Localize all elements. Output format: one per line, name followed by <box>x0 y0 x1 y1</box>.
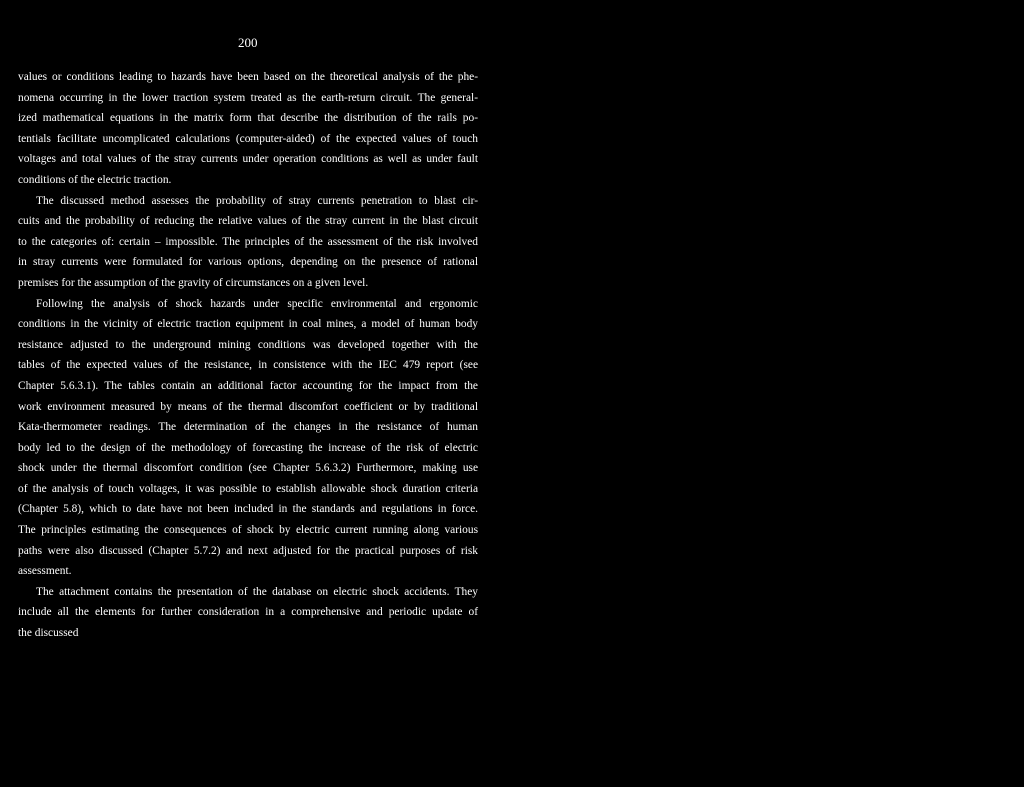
text-line: values or conditions leading to hazards have been based on the theoretical analysis of the phe- <box>18 71 478 83</box>
text-line: tentials facilitate uncomplicated calculations (computer-aided) of the expected values of touch <box>18 132 478 145</box>
text-line: paths were also discussed (Chapter 5.7.2) and next adjusted for the practical purposes of risk <box>18 544 478 557</box>
text-line: conditions of the electric traction. <box>18 173 172 186</box>
text-line: cuits and the probability of reducing the relative values of the stray current in the blast circuit <box>18 215 478 228</box>
page-number: 200 <box>238 35 258 50</box>
text-line: The attachment contains the presentation of the database on electric shock accidents. They <box>36 585 478 598</box>
text-line: shock under the thermal discomfort condition (see Chapter 5.6.3.2) Furthermore, making use <box>18 462 478 475</box>
text-line: voltages and total values of the stray currents under operation conditions as well as under fault <box>18 153 478 166</box>
text-line: to the categories of: certain – impossible. The principles of the assessment of the risk involved <box>18 235 478 248</box>
body-text <box>18 67 478 644</box>
text-line: of the analysis of touch voltages, it was possible to establish allowable shock duration criteria <box>18 482 478 495</box>
text-line: tables of the expected values of the resistance, in consistence with the IEC 479 report (see <box>18 359 478 372</box>
text-line: premises for the assumption of the gravity of circumstances on a given level. <box>18 276 369 289</box>
text-line: Following the analysis of shock hazards under specific environmental and ergonomic <box>36 297 478 310</box>
text-line: resistance adjusted to the underground mining conditions was developed together with the <box>18 338 478 351</box>
text-line: assessment. <box>18 565 72 578</box>
text-line: nomena occurring in the lower traction system treated as the earth-return circuit. The general- <box>18 91 478 104</box>
text-line: work environment measured by means of the thermal discomfort coefficient or by traditional <box>18 400 478 413</box>
text-line: ized mathematical equations in the matrix form that describe the distribution of the rails po- <box>18 112 478 125</box>
text-line: the discussed <box>18 627 79 640</box>
text-line: The principles estimating the consequences of shock by electric current running along various <box>18 524 478 537</box>
text-line: conditions in the vicinity of electric traction equipment in coal mines, a model of human body <box>18 318 478 331</box>
text-line: include all the elements for further consideration in a comprehensive and periodic update of <box>18 606 478 619</box>
text-line: (Chapter 5.8), which to date have not been included in the standards and regulations in force. <box>18 503 478 516</box>
text-line: The discussed method assesses the probability of stray currents penetration to blast cir- <box>36 194 478 207</box>
text-line: body led to the design of the methodology of forecasting the increase of the risk of electric <box>18 441 478 454</box>
text-line: Chapter 5.6.3.1). The tables contain an additional factor accounting for the impact from the <box>18 379 478 392</box>
text-line: in stray currents were formulated for various options, depending on the presence of rational <box>18 256 478 269</box>
text-line: Kata-thermometer readings. The determination of the changes in the resistance of human <box>18 421 478 434</box>
